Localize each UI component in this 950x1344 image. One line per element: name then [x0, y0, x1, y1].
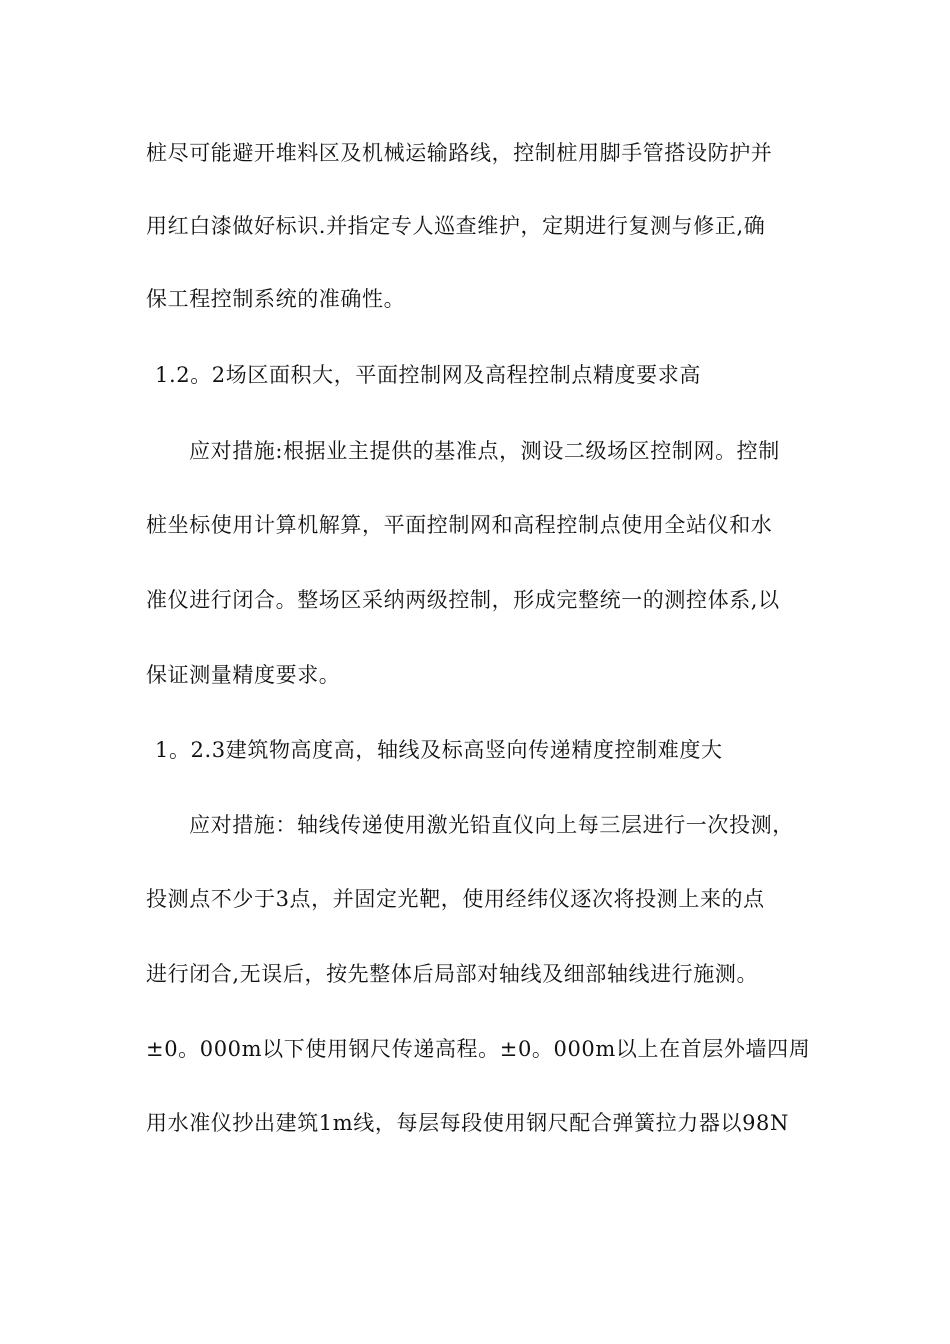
paragraph-line: 用红白漆做好标识.并指定专人巡查维护，定期进行复测与修正,确	[146, 214, 766, 238]
paragraph-line: 进行闭合,无误后，按先整体后局部对轴线及细部轴线进行施测。	[146, 962, 759, 986]
paragraph-line: ±0。000m以下使用钢尺传递高程。±0。000m以上在首层外墙四周	[146, 1037, 811, 1061]
paragraph-line: 保工程控制系统的准确性。	[146, 287, 406, 311]
paragraph-line: 投测点不少于3点，并固定光靶，使用经纬仪逐次将投测上来的点	[146, 887, 765, 911]
paragraph-line: 保证测量精度要求。	[146, 663, 341, 687]
paragraph-line: 用水准仪抄出建筑1m线，每层每段使用钢尺配合弹簧拉力器以98N	[146, 1111, 789, 1135]
paragraph-line: 应对措施：轴线传递使用激光铅直仪向上每三层进行一次投测，	[189, 813, 794, 837]
section-heading: 1。2.3建筑物高度高，轴线及标高竖向传递精度控制难度大	[155, 738, 723, 762]
section-heading: 1.2。2场区面积大，平面控制网及高程控制点精度要求高	[155, 363, 701, 387]
paragraph-line: 准仪进行闭合。整场区采纳两级控制，形成完整统一的测控体系,以	[146, 588, 780, 612]
paragraph-line: 桩坐标使用计算机解算，平面控制网和高程控制点使用全站仪和水	[146, 513, 773, 537]
paragraph-line: 应对措施:根据业主提供的基准点，测设二级场区控制网。控制	[189, 439, 780, 463]
paragraph-line: 桩尽可能避开堆料区及机械运输路线，控制桩用脚手管搭设防护并	[146, 141, 773, 165]
